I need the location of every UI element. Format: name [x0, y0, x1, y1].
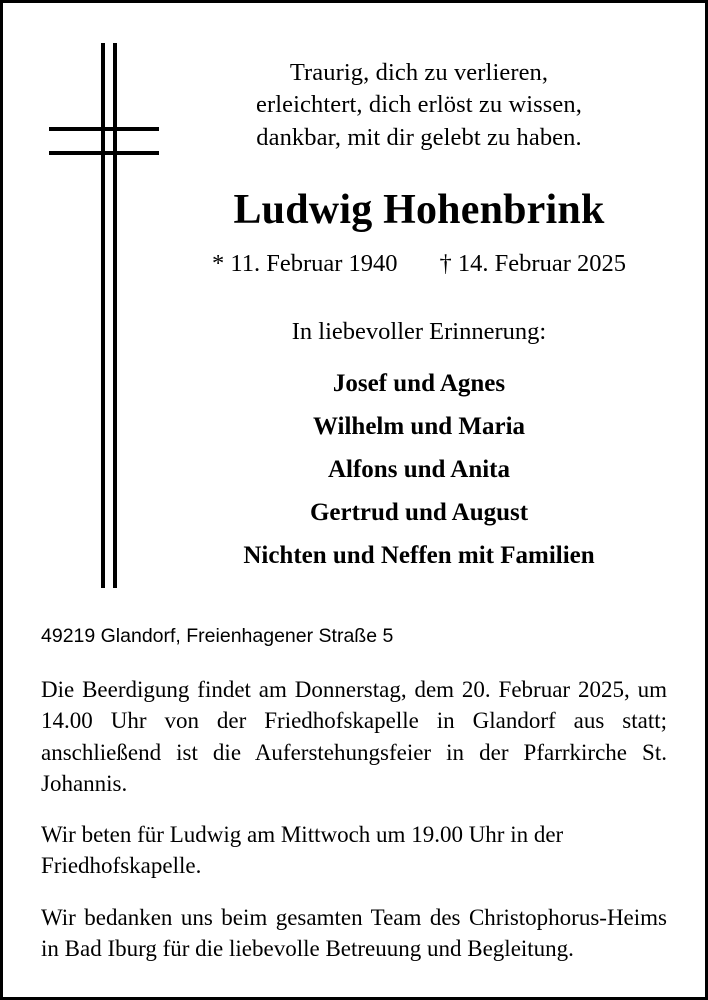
deceased-name: Ludwig Hohenbrink	[233, 186, 605, 233]
funeral-details	[41, 674, 667, 964]
mourner-line: Wilhelm und Maria	[312, 413, 526, 441]
cross-vertical-bar-right	[113, 43, 117, 588]
birth-date: * 11. Februar 1940	[212, 250, 398, 278]
memory-intro: In liebevoller Erinnerung:	[291, 318, 547, 346]
mourners-list	[169, 362, 669, 577]
address-line: 49219 Glandorf, Freienhagener Straße 5	[41, 625, 394, 648]
life-dates	[169, 250, 669, 278]
funeral-paragraph: Die Beerdigung findet am Donnerstag, dem 20. Februar 2025, um 14.00 Uhr von der Friedhofskapelle in Glandorf aus statt; anschließend ist die Auferstehungsfeier in der Pfarrkirche St. Johannis.	[41, 677, 667, 796]
notice-inner	[3, 3, 705, 997]
memorial-verse	[169, 31, 669, 154]
verse-line-1: Traurig, dich zu verlieren,	[289, 59, 549, 86]
mourner-line: Josef und Agnes	[332, 370, 506, 398]
mourner-line: Alfons und Anita	[327, 456, 511, 484]
cross-horizontal-bar-top	[49, 127, 159, 131]
thanks-paragraph: Wir bedanken uns beim gesamten Team des Christophorus-Heims in Bad Iburg für die liebevolle Betreuung und Begleitung.	[41, 904, 667, 961]
cross-horizontal-bar-bottom	[49, 151, 159, 155]
cross-vertical-bar-left	[101, 43, 105, 588]
verse-line-3: dankbar, mit dir gelebt zu haben.	[256, 123, 582, 151]
cross-icon	[49, 43, 159, 588]
mourner-line: Nichten und Neffen mit Familien	[243, 542, 595, 570]
death-date: † 14. Februar 2025	[439, 250, 626, 278]
prayer-paragraph: Wir beten für Ludwig am Mittwoch um 19.00 Uhr in der Friedhofskapelle.	[41, 822, 564, 879]
verse-line-2: erleichtert, dich erlöst zu wissen,	[256, 91, 582, 119]
mourner-line: Gertrud und August	[309, 499, 529, 527]
